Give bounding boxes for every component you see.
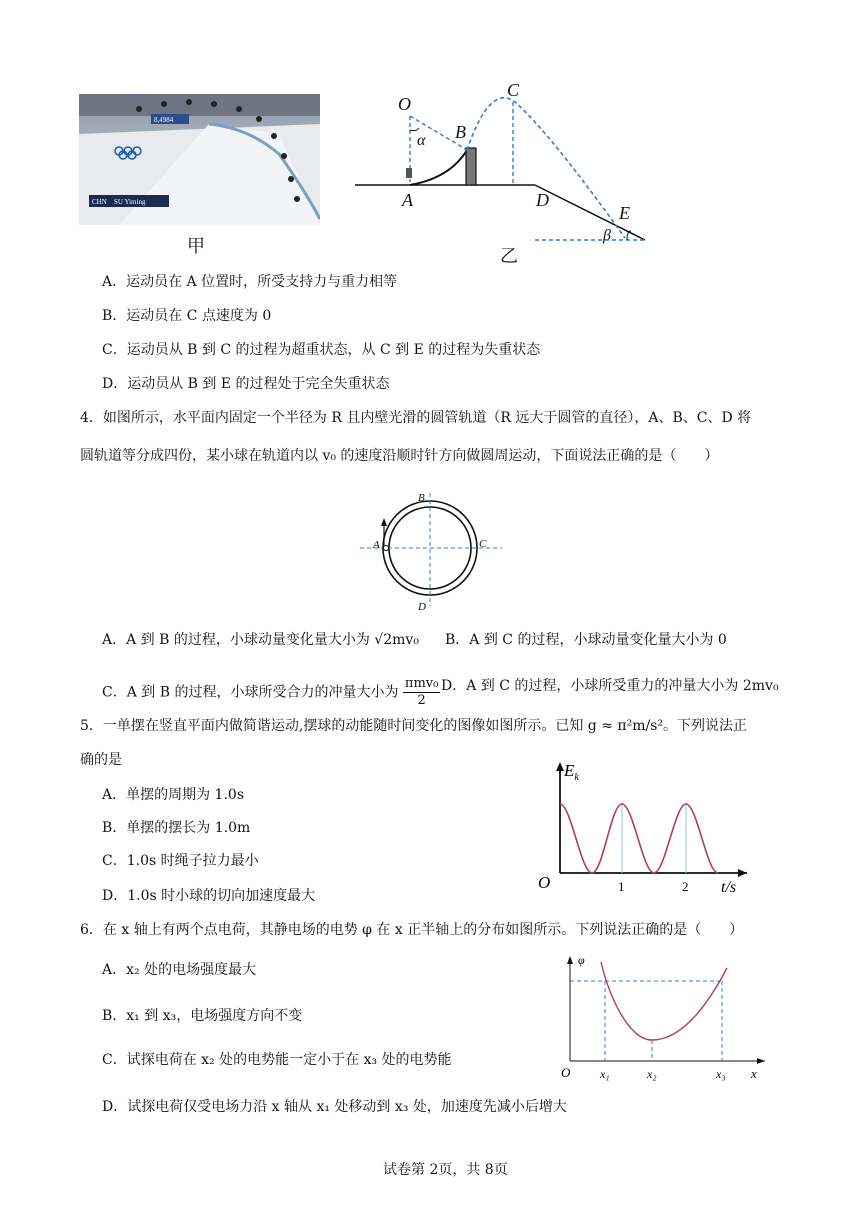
q6-stem: 6．在 x 轴上有两个点电荷，其静电场的电势 φ 在 x 正半轴上的分布如图所示。下列说法正确的是（ ） xyxy=(80,922,744,938)
q4-stem-line2: 圆轨道等分成四份，某小球在轨道内以 v₀ 的速度沿顺时针方向做圆周运动，下面说法正确的是（ ） xyxy=(80,448,719,464)
circular-track-diagram xyxy=(360,488,505,618)
fraction-numerator: πmv₀ xyxy=(404,676,439,691)
q4-option-c xyxy=(102,676,440,709)
q4-option-b: B．A 到 C 的过程，小球动量变化量大小为 0 xyxy=(445,632,727,648)
q6-option-d: D．试探电荷仅受电场力沿 x 轴从 x₁ 处移动到 x₃ 处，加速度先减小后增大 xyxy=(102,1099,567,1115)
label-A: A xyxy=(402,190,413,210)
graph-xlabel: t/s xyxy=(721,879,737,896)
ski-jump-photo xyxy=(79,94,320,225)
q6-option-c: C．试探电荷在 x₂ 处的电势能一定小于在 x₃ 处的电势能 xyxy=(102,1052,452,1068)
graph-tick-1: 1 xyxy=(618,879,625,894)
fraction-denominator: 2 xyxy=(417,693,426,708)
q5-stem-line2: 确的是 xyxy=(80,752,122,768)
graph-origin: O xyxy=(561,1065,571,1080)
photo-sign: 8,4984 xyxy=(154,116,174,124)
track-label-D: D xyxy=(418,601,426,613)
kinetic-energy-graph xyxy=(535,758,750,898)
page-footer: 试卷第 2页，共 8页 xyxy=(383,1162,508,1178)
q5-option-a: A．单摆的周期为 1.0s xyxy=(102,787,245,803)
trajectory-diagram xyxy=(355,78,655,253)
track-label-A: A xyxy=(373,539,380,551)
q3-option-c: C．运动员从 B 到 C 的过程为超重状态，从 C 到 E 的过程为失重状态 xyxy=(102,342,541,358)
label-C: C xyxy=(507,80,520,100)
q5-option-c: C．1.0s 时绳子拉力最小 xyxy=(102,853,259,869)
photo-country: CHN xyxy=(92,198,107,206)
graph-tick-2: 2 xyxy=(682,879,689,894)
q4-option-a: A．A 到 B 的过程，小球动量变化量大小为 √2mv₀ xyxy=(102,632,419,648)
q4-option-d: D．A 到 C 的过程，小球所受重力的冲量大小为 2mv₀ xyxy=(441,678,779,694)
q5-option-d: D．1.0s 时小球的切向加速度最大 xyxy=(102,888,316,904)
potential-graph xyxy=(555,950,770,1085)
caption-jia: 甲 xyxy=(187,236,205,257)
q4-option-c-text: C．A 到 B 的过程，小球所受合力的冲量大小为 xyxy=(102,684,399,701)
track-label-B: B xyxy=(418,492,425,504)
label-E: E xyxy=(619,203,630,223)
caption-yi: 乙 xyxy=(500,246,518,267)
graph-label-x3: x₃ xyxy=(716,1067,726,1081)
q3-option-b: B．运动员在 C 点速度为 0 xyxy=(102,308,272,324)
track-label-C: C xyxy=(479,538,487,550)
q4-stem-line1: 4．如图所示，水平面内固定一个半径为 R 且内壁光滑的圆管轨道（R 远大于圆管的直径），A、B、C、D 将 xyxy=(80,410,752,426)
graph-origin: O xyxy=(538,873,551,892)
graph-label-x2: x₂ xyxy=(647,1067,657,1081)
q5-option-b: B．单摆的摆长为 1.0m xyxy=(102,820,251,836)
label-D: D xyxy=(536,190,549,210)
q3-option-a: A．运动员在 A 位置时，所受支持力与重力相等 xyxy=(102,274,398,290)
graph-xlabel: x xyxy=(751,1066,757,1081)
q6-option-b: B．x₁ 到 x₃，电场强度方向不变 xyxy=(102,1008,303,1024)
label-B: B xyxy=(455,122,466,142)
q6-option-a: A．x₂ 处的电场强度最大 xyxy=(102,962,257,978)
q5-stem-line1: 5．一单摆在竖直平面内做简谐运动,摆球的动能随时间变化的图像如图所示。已知 g ≈ π²m/s²。下列说法正 xyxy=(80,718,748,734)
graph-label-x1: x₁ xyxy=(600,1067,610,1081)
q4-option-c-fraction xyxy=(403,676,440,709)
label-O: O xyxy=(398,94,411,114)
photo-athlete: SU Yiming xyxy=(114,198,146,206)
label-beta: β xyxy=(603,227,611,244)
q3-option-d: D．运动员从 B 到 E 的过程处于完全失重状态 xyxy=(102,376,390,392)
label-alpha: α xyxy=(417,132,426,149)
graph-ylabel-phi: φ xyxy=(578,953,585,967)
graph-ylabel-Ek: $E_k$ xyxy=(564,761,579,783)
